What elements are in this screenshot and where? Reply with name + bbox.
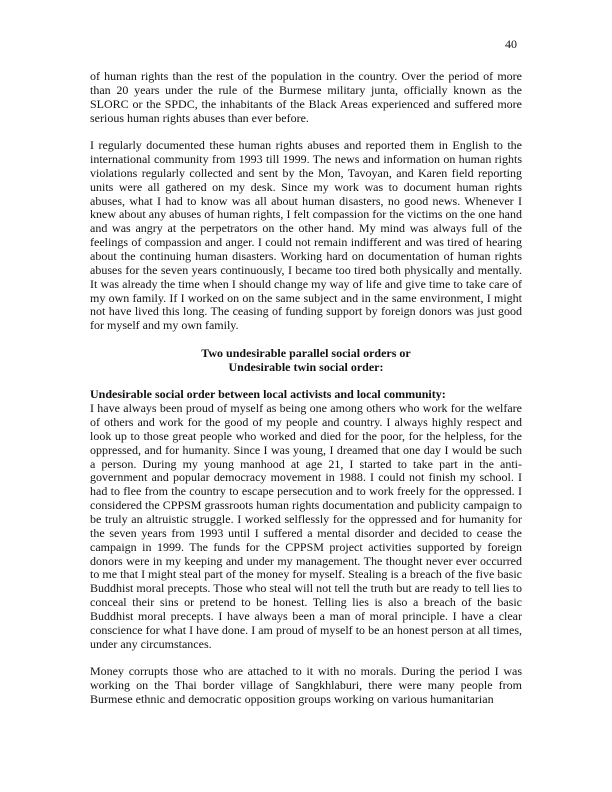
paragraph-3: I have always been proud of myself as being one among others who work for the welfare of others and work for the good of my people and country. I always highly respect and look up to those great people who worked and died for the poor, for the helpless, for the oppressed, and for humanity. Since I was young, I dreamed that one day I would be such a person. During my young manhood at age 21, I started to take part in the anti-government and popular democracy movement in 1988. I could not finish my school. I had to flee from the country to escape persecution and to work freely for the oppressed. I considered the CPPSM grassroots human rights documentation and publicity campaign to be truly an altruistic struggle. I worked selflessly for the oppressed and for humanity for the seven years from 1993 until I suffered a mental disorder and decided to cease the campaign in 1999. The funds for the CPPSM project activities supported by foreign donors were in my keeping and under my management. The thought never ever occurred to me that I might steal part of the money for myself. Stealing is a breach of the five basic Buddhist moral precepts. Those who steal will not tell the truth but are ready to tell lies to conceal their sins or pretend to be honest. Telling lies is also a breach of the basic Buddhist moral precepts. I have always been a man of moral principle. I have a clear conscience for what I have done. I am proud of myself to be an honest person at all times, under any circumstances. xyxy=(90,401,522,651)
section-title-line-2: Undesirable twin social order: xyxy=(228,359,384,374)
section-title xyxy=(90,347,522,375)
subsection-heading: Undesirable social order between local activists and local community: xyxy=(90,387,446,402)
page-number: 40 xyxy=(505,37,517,51)
paragraph-4: Money corrupts those who are attached to it with no morals. During the period I was working on the Thai border village of Sangkhlaburi, there were many people from Burmese ethnic and democratic opposition groups working on various humanitarian xyxy=(90,664,522,706)
paragraph-2: I regularly documented these human rights abuses and reported them in English to the international community from 1993 till 1999. The news and information on human rights violations regularly collected and sent by the Mon, Tavoyan, and Karen field reporting units were all gathered on my desk. Since my work was to document human rights abuses, what I had to know was all about human disasters, no good news. Whenever I knew about any abuses of human rights, I felt compassion for the victims on the one hand and was angry at the perpetrators on the other hand. My mind was always full of the feelings of compassion and anger. I could not remain indifferent and was tired of hearing about the continuing human disasters. Working hard on documentation of human rights abuses for the seven years continuously, I became too tired both physically and mentally. It was already the time when I should change my way of life and give time to take care of my own family. If I worked on on the same subject and in the same environment, I might not have lived this long. The ceasing of funding support by foreign donors was just good for myself and my own family. xyxy=(90,138,522,333)
paragraph-1: of human rights than the rest of the population in the country. Over the period of more than 20 years under the rule of the Burmese military junta, officially known as the SLORC or the SPDC, the inhabitants of the Black Areas experienced and suffered more serious human rights abuses than ever before. xyxy=(90,69,522,125)
section-title-line-1: Two undesirable parallel social orders or xyxy=(201,345,411,360)
document-body xyxy=(90,70,522,707)
